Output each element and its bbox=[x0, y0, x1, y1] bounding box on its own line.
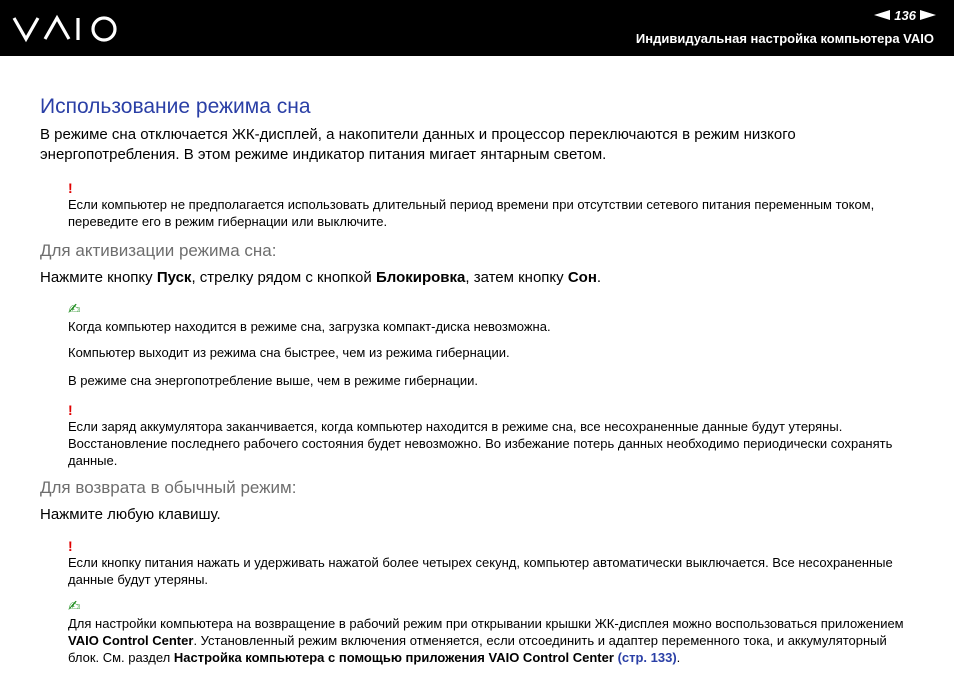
intro-paragraph: В режиме сна отключается ЖК-дисплей, а накопители данных и процессор переключаются в режим низкого энергопотребления. В этом режиме индикатор питания мигает янтарным светом. bbox=[40, 126, 796, 163]
info-notes bbox=[68, 302, 920, 389]
next-page-arrow-icon[interactable] bbox=[920, 10, 936, 20]
pen-note-icon: ✍ bbox=[68, 301, 81, 318]
page-number: 136 bbox=[894, 7, 916, 23]
activate-heading: Для активизации режима сна: bbox=[40, 241, 277, 260]
warning-icon: ! bbox=[68, 402, 73, 418]
info-note-resume bbox=[68, 599, 920, 666]
info-note-item: Компьютер выходит из режима сна быстрее, чем из режима гибернации. bbox=[68, 345, 510, 360]
warning-text: Если компьютер не предполагается использовать длительный период времени при отсутствии сетевого питания переменным током, переведите его в режим гибернации или выключите. bbox=[68, 197, 875, 229]
warning-text: Если кнопку питания нажать и удерживать нажатой более четырех секунд, компьютер автоматически выключается. Все несохраненные данные будут утеряны. bbox=[68, 555, 893, 587]
header-title: Индивидуальная настройка компьютера VAIO bbox=[635, 31, 934, 46]
warning-icon: ! bbox=[68, 538, 73, 554]
activate-step: Нажмите кнопку Пуск, стрелку рядом с кнопкой Блокировка, затем кнопку Сон. bbox=[40, 269, 602, 286]
warning-text: Если заряд аккумулятора заканчивается, когда компьютер находится в режиме сна, все несохраненные данные будут утеряны. Восстановление последнего рабочего состояния будет невозможно. Во избежание потерь данных необходимо периодически сохранять данные. bbox=[68, 419, 893, 468]
warning-note-3 bbox=[68, 539, 920, 588]
info-note-item: В режиме сна энергопотребление выше, чем в режиме гибернации. bbox=[68, 373, 479, 388]
previous-page-arrow-icon[interactable] bbox=[874, 10, 890, 20]
pen-note-icon: ✍ bbox=[68, 598, 81, 615]
info-note-item: Когда компьютер находится в режиме сна, загрузка компакт-диска невозможна. bbox=[68, 319, 551, 334]
page-content bbox=[40, 95, 920, 666]
warning-note-2 bbox=[68, 403, 920, 469]
resume-heading: Для возврата в обычный режим: bbox=[40, 478, 297, 497]
info-note-text: Для настройки компьютера на возвращение в рабочий режим при открывании крышки ЖК-дисплея можно воспользоваться приложением VAIO Control Center. Установленный режим включения отменяется, если отсоединить и адаптер переменного тока, и аккумуляторный блок. См. раздел Настройка компьютера с помощью приложения VAIO Control Center (стр. 133). bbox=[68, 616, 904, 665]
page-header bbox=[0, 0, 954, 56]
warning-icon: ! bbox=[68, 180, 73, 196]
warning-note-1 bbox=[68, 181, 920, 230]
page-reference-link[interactable]: (стр. 133) bbox=[617, 650, 677, 665]
resume-step: Нажмите любую клавишу. bbox=[40, 506, 221, 523]
vaio-logo bbox=[12, 14, 122, 44]
page-navigation bbox=[874, 6, 936, 24]
section-title: Использование режима сна bbox=[40, 95, 311, 118]
